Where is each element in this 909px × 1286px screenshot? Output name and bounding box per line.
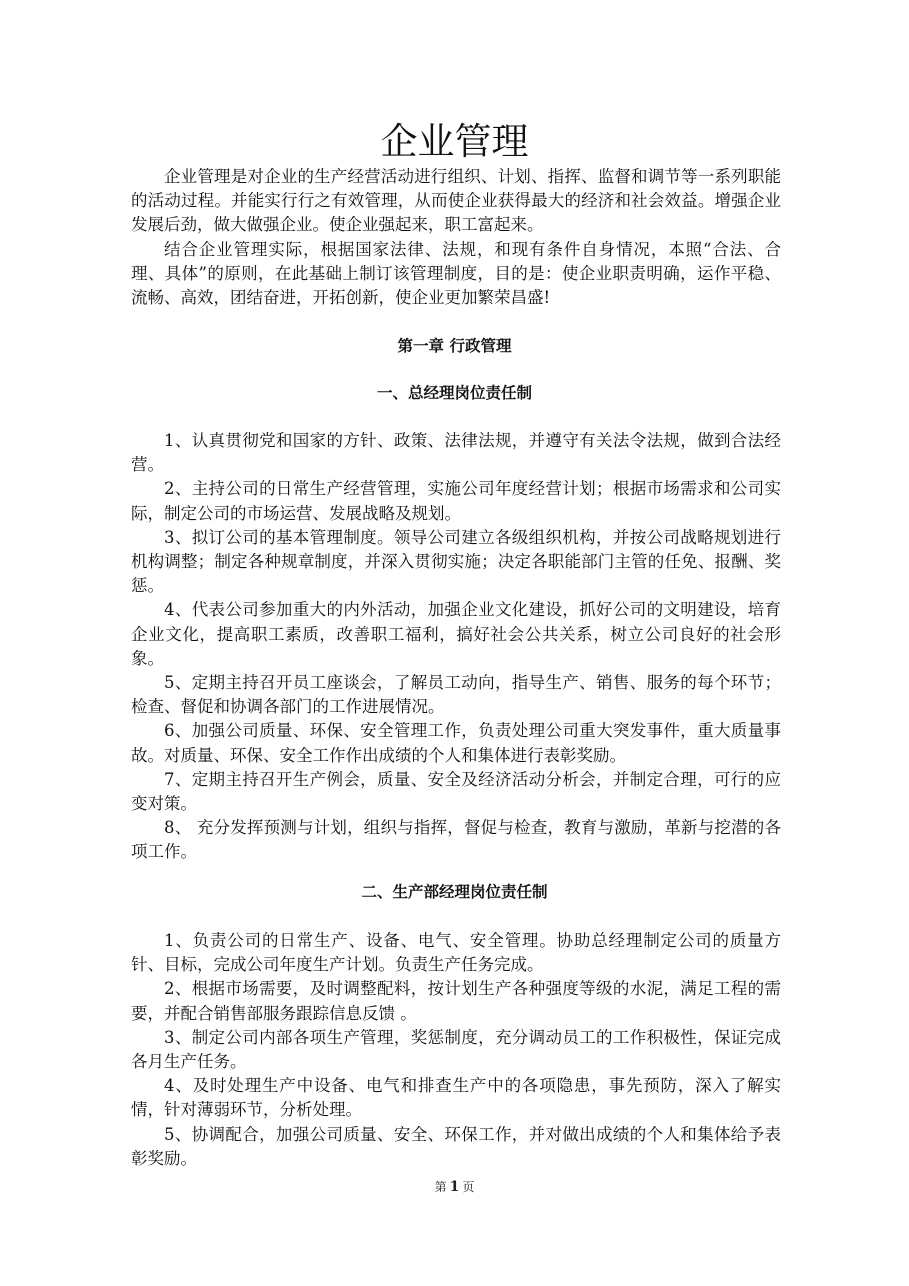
list-item: 4、及时处理生产中设备、电气和排查生产中的各项隐患，事先预防，深入了解实情，针对薄弱环节，分析处理。 bbox=[131, 1076, 781, 1120]
page-number: 1 bbox=[449, 1179, 460, 1195]
section2-list bbox=[131, 929, 781, 1171]
list-item: 1、负责公司的日常生产、设备、电气、安全管理。协助总经理制定公司的质量方针、目标，完成公司年度生产计划。负责生产任务完成。 bbox=[131, 931, 781, 975]
footer-suffix: 页 bbox=[462, 1180, 475, 1194]
list-item: 5、协调配合，加强公司质量、安全、环保工作，并对做出成绩的个人和集体给予表彰奖励。 bbox=[131, 1124, 781, 1168]
page-footer bbox=[0, 1178, 909, 1196]
list-item: 3、制定公司内部各项生产管理，奖惩制度，充分调动员工的工作积极性，保证完成各月生产任务。 bbox=[131, 1027, 781, 1072]
list-item: 7、定期主持召开生产例会，质量、安全及经济活动分析会，并制定合理，可行的应变对策。 bbox=[131, 769, 781, 814]
list-item: 8、 充分发挥预测与计划，组织与指挥，督促与检查，教育与激励，革新与挖潜的各项工作。 bbox=[131, 818, 781, 862]
list-item: 2、主持公司的日常生产经营管理，实施公司年度经营计划；根据市场需求和公司实际，制定公司的市场运营、发展战略及规划。 bbox=[131, 479, 781, 523]
section-title: 二、生产部经理岗位责任制 bbox=[361, 883, 548, 901]
chapter-title: 第一章 行政管理 bbox=[397, 337, 512, 355]
intro-paragraph: 结合企业管理实际，根据国家法律、法规，和现有条件自身情况，本照“合法、合理、具体”的原则，在此基础上制订该管理制度，目的是：使企业职责明确，运作平稳、流畅、高效，团结奋进，开拓创新，使企业更加繁荣昌盛! bbox=[131, 239, 781, 308]
section1-list bbox=[131, 429, 781, 865]
list-item: 5、定期主持召开员工座谈会，了解员工动向，指导生产、销售、服务的每个环节；检查、督促和协调各部门的工作进展情况。 bbox=[131, 673, 781, 717]
list-item: 1、认真贯彻党和国家的方针、政策、法律法规，并遵守有关法令法规，做到合法经营。 bbox=[131, 431, 781, 475]
document-title: 企业管理 bbox=[380, 120, 529, 163]
list-item: 2、根据市场需要，及时调整配料，按计划生产各种强度等级的水泥，满足工程的需要，并配合销售部服务跟踪信息反馈 。 bbox=[131, 979, 781, 1023]
list-item: 4、代表公司参加重大的内外活动，加强企业文化建设，抓好公司的文明建设，培育企业文化，提高职工素质，改善职工福利，搞好社会公共关系，树立公司良好的社会形象。 bbox=[131, 600, 781, 668]
list-item: 3、拟订公司的基本管理制度。领导公司建立各级组织机构，并按公司战略规划进行机构调整；制定各种规章制度，并深入贯彻实施；决定各职能部门主管的任免、报酬、奖惩。 bbox=[131, 527, 781, 596]
intro-paragraph: 企业管理是对企业的生产经营活动进行组织、计划、指挥、监督和调节等一系列职能的活动过程。并能实行行之有效管理，从而使企业获得最大的经济和社会效益。增强企业发展后劲，做大做强企业。使企业强起来，职工富起来。 bbox=[131, 167, 781, 235]
footer-prefix: 第 bbox=[434, 1180, 447, 1194]
intro-block bbox=[131, 165, 781, 310]
section-title: 一、总经理岗位责任制 bbox=[376, 384, 532, 402]
list-item: 6、加强公司质量、环保、安全管理工作，负责处理公司重大突发事件，重大质量事故。对质量、环保、安全工作作出成绩的个人和集体进行表彰奖励。 bbox=[131, 721, 781, 765]
